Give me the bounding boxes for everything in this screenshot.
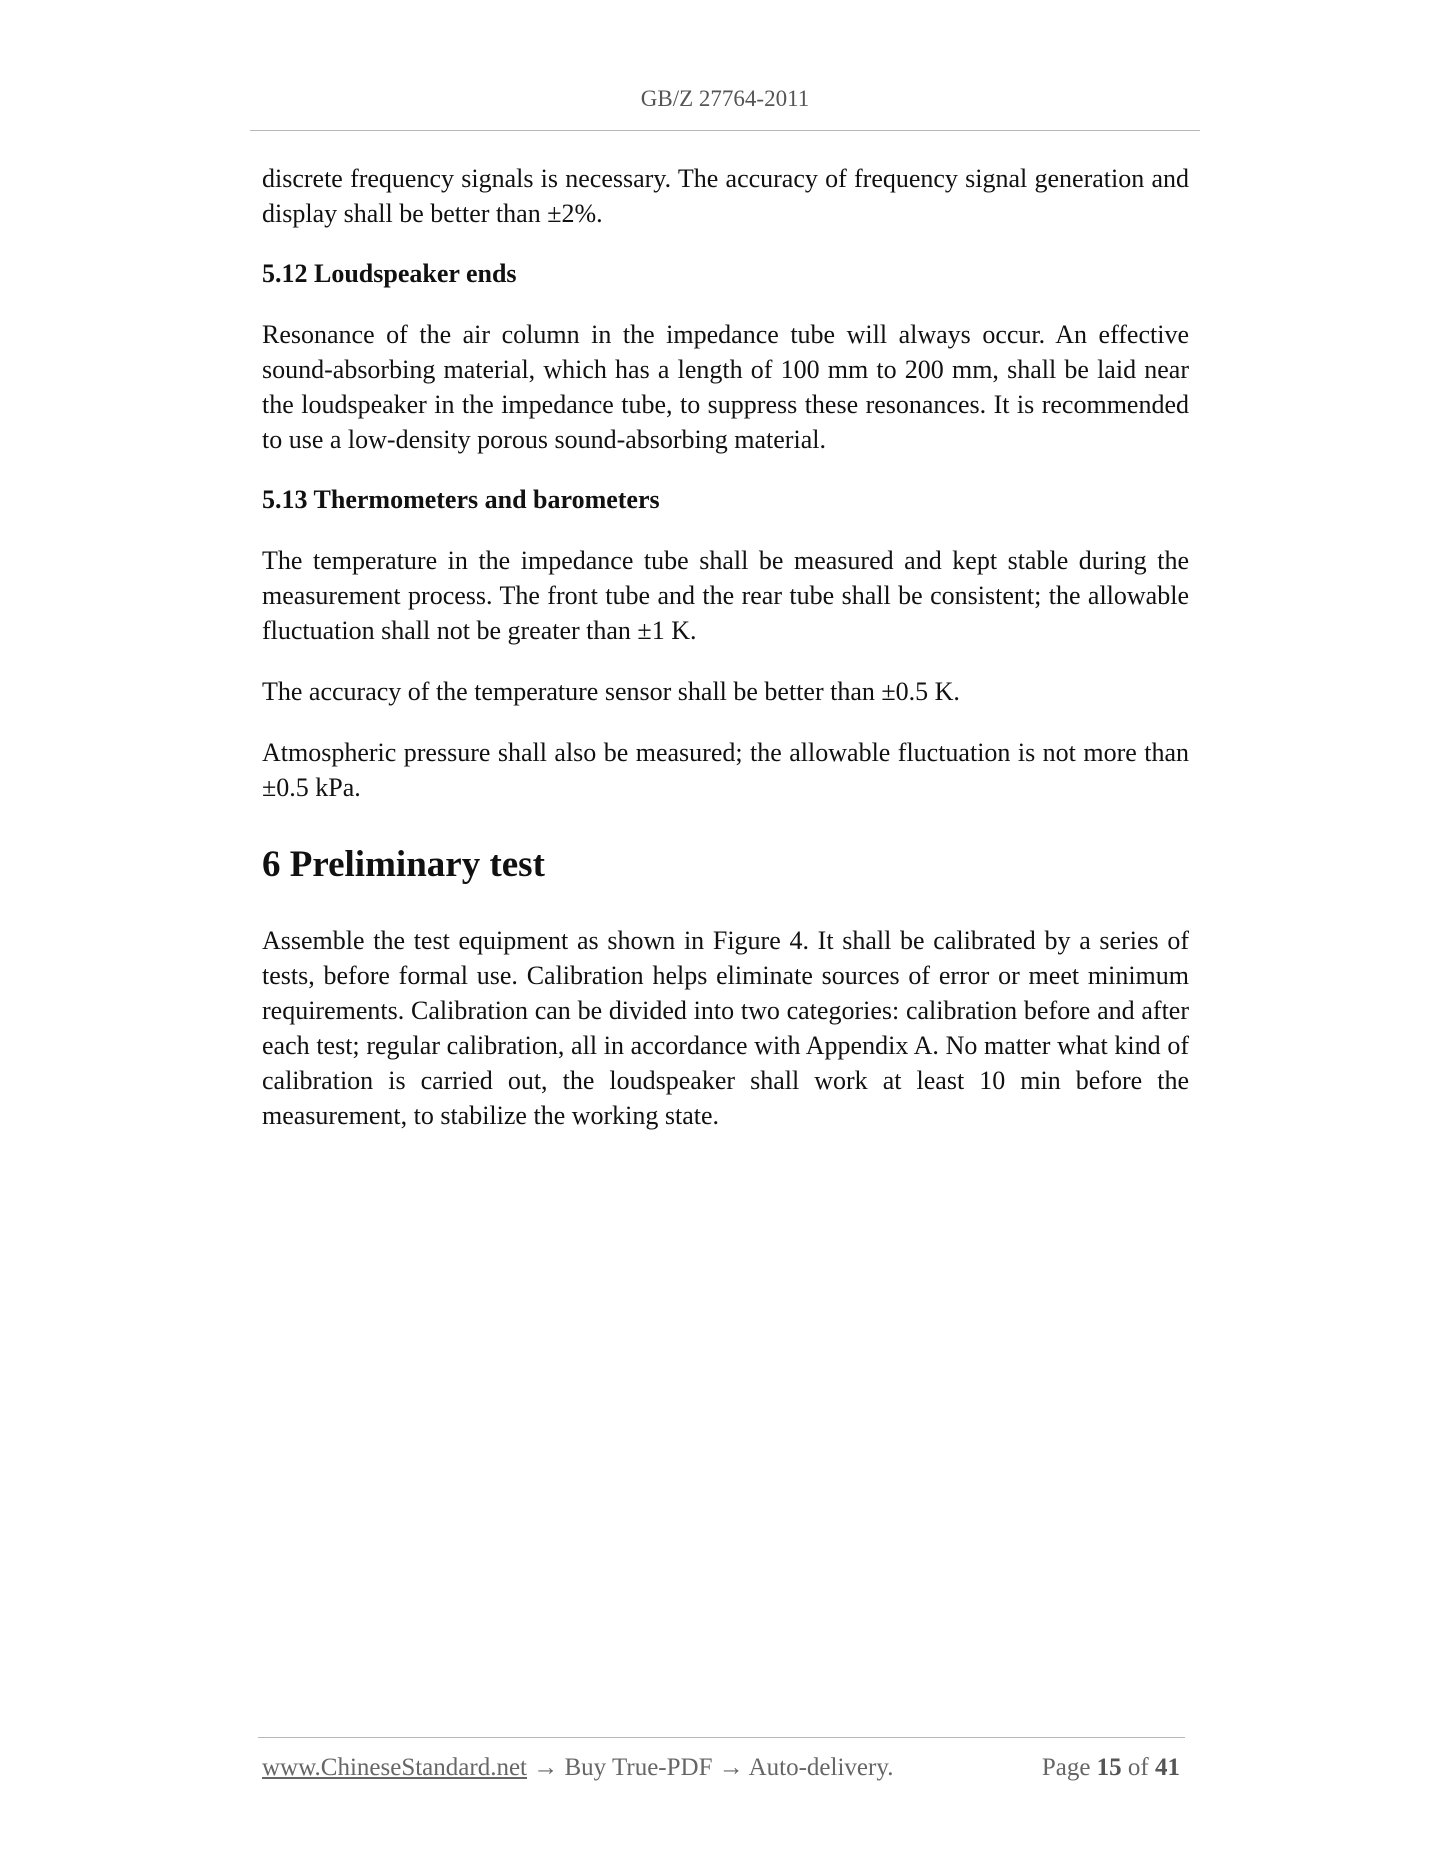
page-of: of — [1127, 1754, 1149, 1781]
section-heading-5-13: 5.13 Thermometers and barometers — [262, 485, 660, 514]
page-current: 15 — [1096, 1754, 1122, 1781]
paragraph-5-12: Resonance of the air column in the impedance tube will always occur. An effective sound-absorbing material, which has a length of 100 mm to 200 mm, shall be laid near the loudspeaker in the impedance tube, to suppress these resonances. It is recommended to use a low-density porous sound-absorbing material. — [262, 320, 1189, 454]
buy-true-pdf-text: Buy True-PDF — [564, 1754, 713, 1781]
paragraph-intro: discrete frequency signals is necessary. The accuracy of frequency signal generation and display shall be better than ±2%. — [262, 164, 1189, 228]
paragraph-5-13-b: The accuracy of the temperature sensor shall be better than ±0.5 K. — [262, 677, 960, 706]
paragraph-6: Assemble the test equipment as shown in Figure 4. It shall be calibrated by a series of tests, before formal use. Calibration helps eliminate sources of error or meet minimum requirements. Calibration can be divided into two categories: calibration before and after each test; regular calibration, all in accordance with Appendix A. No matter what kind of calibration is carried out, the loudspeaker shall work at least 10 min before the measurement, to stabilize the working state. — [262, 926, 1189, 1130]
site-link[interactable]: www.ChineseStandard.net — [262, 1754, 527, 1781]
page-footer — [262, 1754, 1180, 1782]
section-heading-5-12: 5.12 Loudspeaker ends — [262, 259, 517, 288]
document-code-header: GB/Z 27764-2011 — [640, 86, 810, 111]
page-total: 41 — [1155, 1754, 1180, 1781]
auto-delivery-text: Auto-delivery. — [748, 1754, 894, 1781]
header-divider — [250, 130, 1200, 131]
footer-divider — [258, 1737, 1185, 1738]
page-label: Page — [1041, 1754, 1091, 1781]
arrow-right-icon: → — [718, 1754, 744, 1781]
footer-left — [262, 1754, 893, 1782]
paragraph-5-13-c: Atmospheric pressure shall also be measured; the allowable fluctuation is not more than ±0.5 kPa. — [262, 738, 1189, 802]
page-content — [262, 161, 1189, 1133]
page-number — [1042, 1754, 1180, 1782]
paragraph-5-13-a: The temperature in the impedance tube shall be measured and kept stable during the measurement process. The front tube and the rear tube shall be consistent; the allowable fluctuation shall not be greater than ±1 K. — [262, 546, 1189, 645]
chapter-heading-6: 6 Preliminary test — [262, 844, 545, 885]
arrow-right-icon: → — [533, 1754, 559, 1781]
